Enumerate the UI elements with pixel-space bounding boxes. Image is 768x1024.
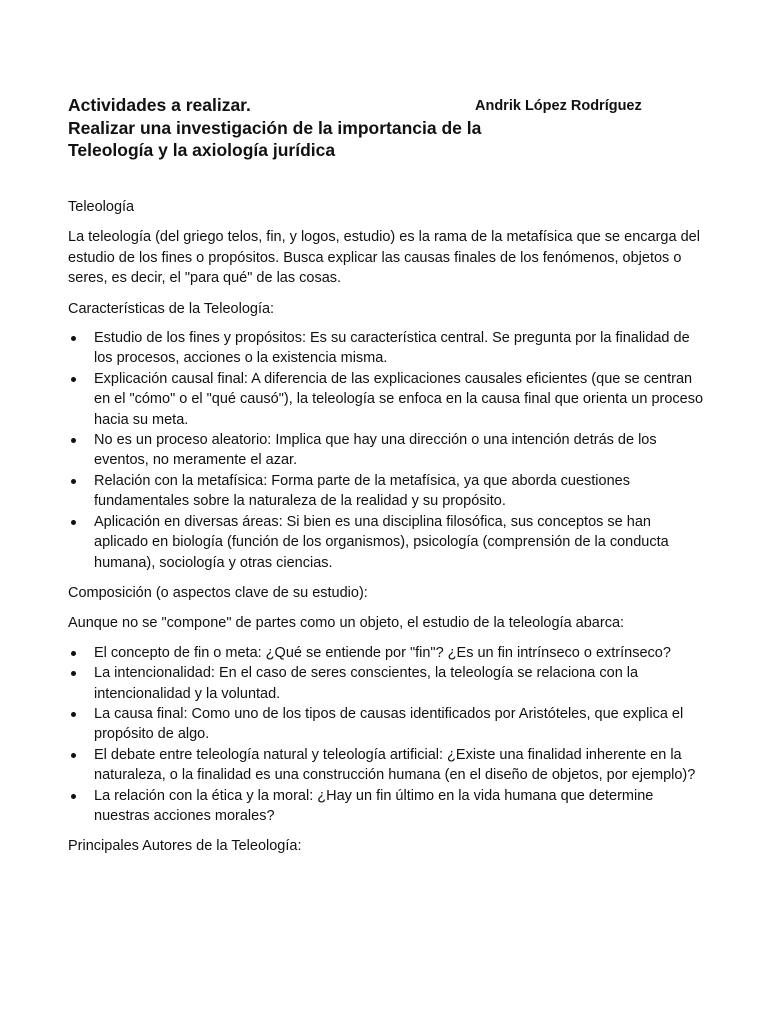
list-item xyxy=(68,786,708,827)
list-item xyxy=(68,328,708,369)
bullet-icon xyxy=(71,651,76,656)
list-item xyxy=(68,704,708,745)
bullet-icon xyxy=(71,794,76,799)
document-title: Actividades a realizar. xyxy=(68,95,251,115)
list-item xyxy=(68,512,708,573)
author-name: Andrik López Rodríguez xyxy=(475,98,642,114)
list-item-text: Estudio de los fines y propósitos: Es su característica central. Se pregunta por la finalidad de los procesos, acciones o la existencia misma. xyxy=(94,330,690,367)
list-item-text: La causa final: Como uno de los tipos de causas identificados por Aristóteles, que explica el propósito de algo. xyxy=(94,705,684,743)
bullet-icon xyxy=(71,336,76,341)
bullet-icon xyxy=(71,671,76,676)
list-item-text: Explicación causal final: A diferencia de las explicaciones causales eficientes (que se centran en el "cómo" o el "qué causó"), la teleología se enfoca en la causa final que orienta un proceso hacia su meta. xyxy=(94,370,704,428)
bullet-icon xyxy=(71,520,76,525)
section-title: Teleología xyxy=(68,199,135,215)
list-item xyxy=(68,471,708,512)
characteristics-list xyxy=(68,328,708,573)
bullet-icon xyxy=(71,377,76,382)
list-item-text: No es un proceso aleatorio: Implica que hay una dirección o una intención detrás de los eventos, no meramente el azar. xyxy=(94,432,657,469)
list-item xyxy=(68,745,708,786)
list-item-text: Relación con la metafísica: Forma parte de la metafísica, ya que aborda cuestiones fundamentales sobre la naturaleza de la realidad y su propósito. xyxy=(94,472,630,510)
heading-row xyxy=(68,94,708,117)
list-item-text: El debate entre teleología natural y teleología artificial: ¿Existe una finalidad inherente en la naturaleza, o la finalidad es una construcción humana (en el diseño de objetos, por ejemplo)? xyxy=(94,746,696,784)
list-item-text: El concepto de fin o meta: ¿Qué se entiende por "fin"? ¿Es un fin intrínseco o extrínseco? xyxy=(94,644,671,661)
bullet-icon xyxy=(71,438,76,443)
list-item xyxy=(68,369,708,430)
list-item xyxy=(68,663,708,704)
bullet-icon xyxy=(71,712,76,717)
list-item xyxy=(68,643,708,663)
list-item-text: La relación con la ética y la moral: ¿Hay un fin último en la vida humana que determine nuestras acciones morales? xyxy=(94,787,654,824)
assignment-line-1: Realizar una investigación de la importancia de la xyxy=(68,118,482,138)
list-item-text: La intencionalidad: En el caso de seres conscientes, la teleología se relaciona con la intencionalidad y la voluntad. xyxy=(94,665,639,702)
intro-paragraph: La teleología (del griego telos, fin, y logos, estudio) es la rama de la metafísica que se encarga del estudio de los fines o propósitos. Busca explicar las causas finales de los fenómenos, objetos o seres, es decir, el "para qué" de las cosas. xyxy=(68,229,700,287)
assignment-line-2: Teleología y la axiología jurídica xyxy=(68,140,336,160)
authors-heading: Principales Autores de la Teleología: xyxy=(68,838,302,855)
list-item-text: Aplicación en diversas áreas: Si bien es una disciplina filosófica, sus conceptos se han aplicado en biología (función de los organismos), psicología (comprensión de la conducta humana), sociología y otras ciencias. xyxy=(94,513,669,571)
bullet-icon xyxy=(71,479,76,484)
composition-intro: Aunque no se "compone" de partes como un objeto, el estudio de la teleología abarca: xyxy=(68,615,625,632)
composition-list xyxy=(68,643,708,827)
composition-heading: Composición (o aspectos clave de su estudio): xyxy=(68,584,368,601)
characteristics-heading: Características de la Teleología: xyxy=(68,300,275,317)
bullet-icon xyxy=(71,753,76,758)
document-page xyxy=(68,94,708,857)
list-item xyxy=(68,430,708,471)
